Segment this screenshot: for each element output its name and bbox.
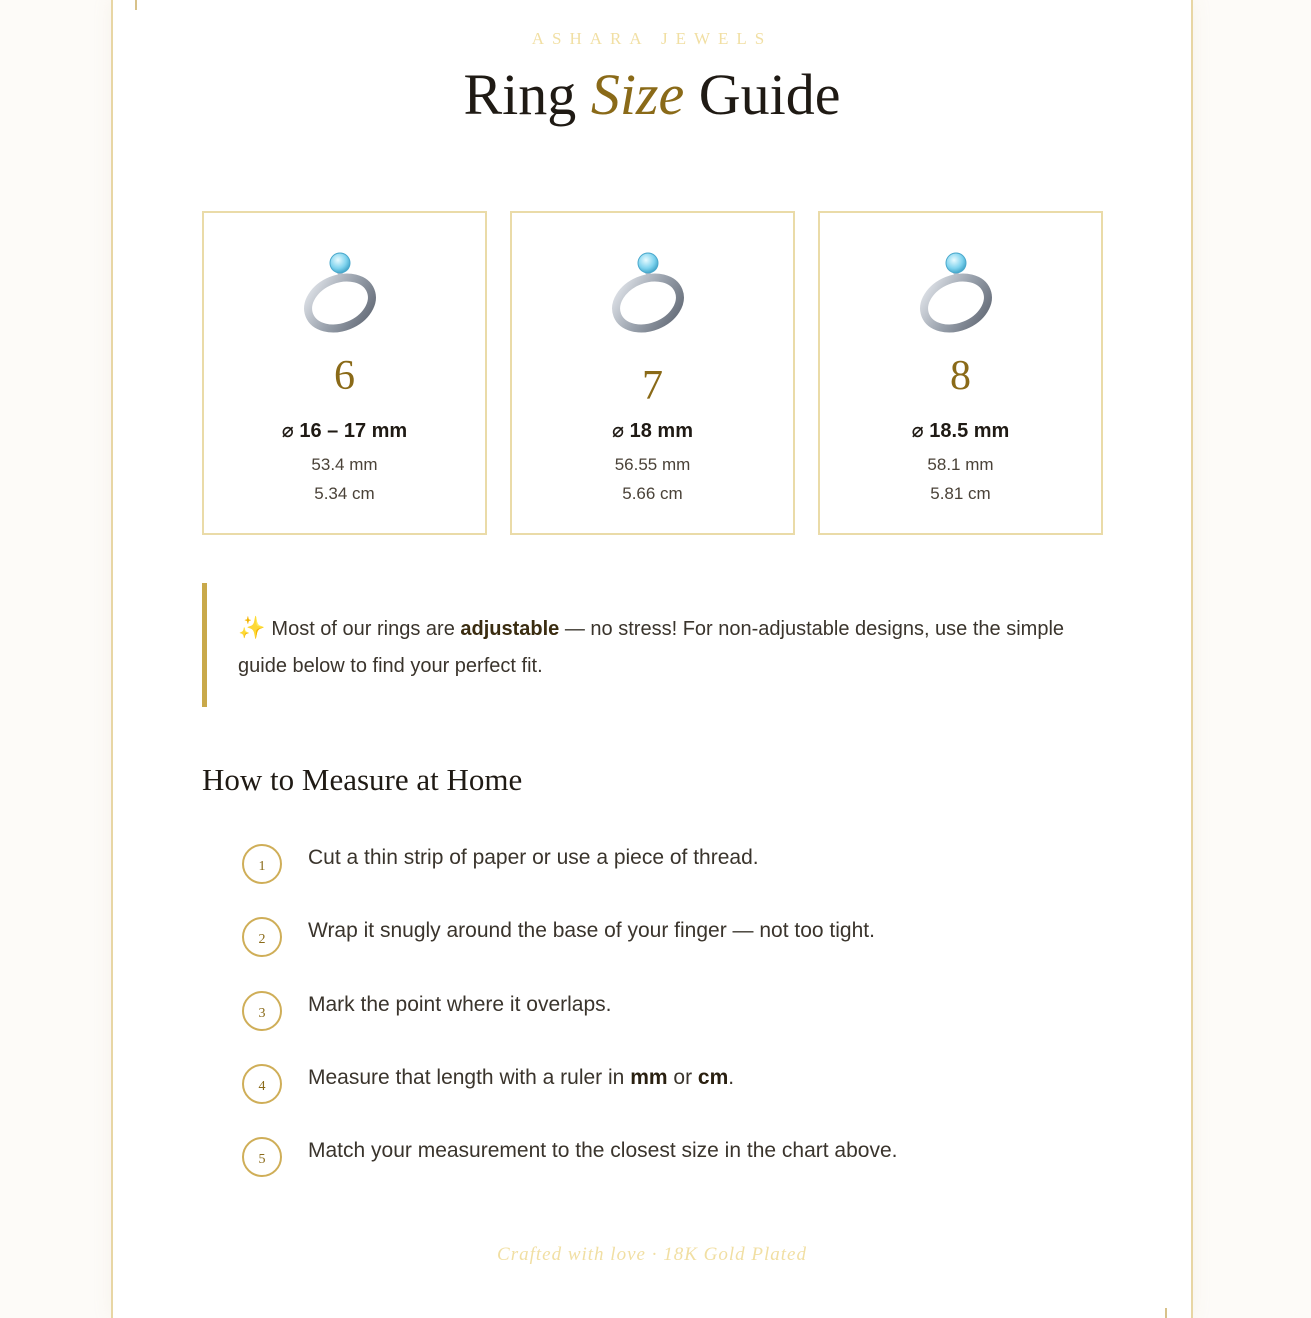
ring-icon	[204, 247, 485, 337]
section-heading: How to Measure at Home	[202, 762, 523, 797]
size-card-6	[202, 211, 487, 535]
corner-mark	[135, 0, 137, 10]
step-text: Mark the point where it overlaps.	[308, 993, 612, 1016]
size-circumference-mm: 53.4 mm	[311, 455, 378, 474]
note-bold: adjustable	[460, 618, 560, 640]
step-text-mid: or	[673, 1066, 693, 1089]
note-before: Most of our rings are	[271, 618, 455, 640]
step-number: 2	[242, 917, 282, 957]
step-item	[242, 1061, 1142, 1101]
size-number: 7	[642, 363, 663, 409]
size-circumference-cm: 5.34 cm	[314, 484, 375, 503]
size-card-7	[510, 211, 795, 535]
size-circumference-cm: 5.81 cm	[930, 484, 991, 503]
size-number: 8	[950, 353, 971, 399]
note-text	[238, 609, 1068, 685]
title-part-1: Ring	[463, 62, 577, 127]
title-accent: Size	[590, 62, 685, 127]
unit-cm: cm	[697, 1066, 729, 1089]
step-item	[242, 841, 1142, 881]
step-number: 5	[242, 1137, 282, 1177]
size-diameter: ⌀ 18 mm	[612, 420, 693, 442]
step-number: 4	[242, 1064, 282, 1104]
step-text	[308, 1066, 734, 1090]
unit-mm: mm	[630, 1066, 668, 1089]
size-circumference-mm: 58.1 mm	[927, 455, 994, 474]
sparkles-icon: ✨	[238, 615, 266, 640]
guide-sheet	[111, 0, 1193, 1318]
step-text: Match your measurement to the closest size in the chart above.	[308, 1139, 898, 1162]
size-diameter: ⌀ 16 – 17 mm	[281, 420, 408, 442]
brand-name: ASHARA JEWELS	[531, 29, 773, 48]
ring-icon	[820, 247, 1101, 337]
step-text: Cut a thin strip of paper or use a piece of thread.	[308, 846, 759, 869]
title-part-2: Guide	[698, 62, 841, 127]
size-diameter: ⌀ 18.5 mm	[911, 420, 1010, 442]
page-title	[113, 60, 1191, 130]
step-item	[242, 914, 1142, 954]
size-circumference-cm: 5.66 cm	[622, 484, 683, 503]
adjustable-note	[202, 583, 1067, 707]
step-text-end: .	[728, 1066, 735, 1089]
size-cards	[202, 211, 1103, 535]
size-number: 6	[334, 353, 355, 399]
step-item	[242, 1134, 1142, 1174]
size-card-8	[818, 211, 1103, 535]
note-after: — no stress! For non-adjustable designs, use the simple guide below to find your perfect fit.	[238, 618, 1065, 677]
footer-tagline: Crafted with love · 18K Gold Plated	[497, 1244, 807, 1265]
step-text-before: Measure that length with a ruler in	[308, 1066, 625, 1089]
step-text: Wrap it snugly around the base of your finger — not too tight.	[308, 919, 875, 942]
ring-icon	[512, 247, 793, 337]
corner-mark	[1165, 1308, 1167, 1318]
step-number: 1	[242, 844, 282, 884]
size-circumference-mm: 56.55 mm	[614, 455, 691, 474]
step-number: 3	[242, 991, 282, 1031]
step-item	[242, 988, 1142, 1028]
